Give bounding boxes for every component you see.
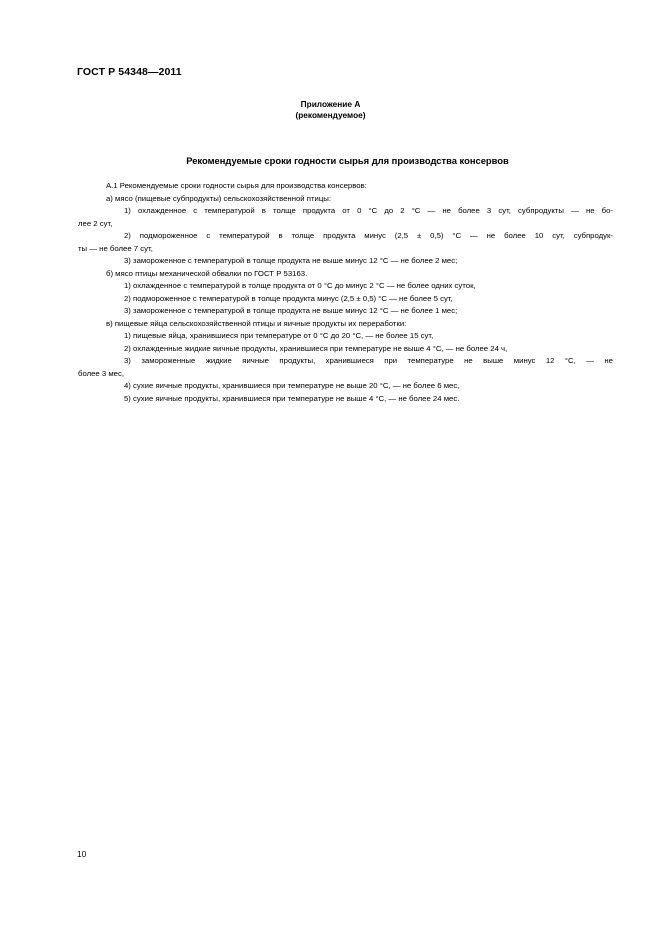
list-b-item3: 3) замороженное с температурой в толще продукта не выше минус 12 °С — не более 1 мес; — [124, 306, 458, 315]
list-b-item2: 2) подмороженное с температурой в толще продукта минус (2,5 ± 0,5) °С — не более 5 сут, — [124, 293, 453, 303]
list-c-item1: 1) пищевые яйца, хранившиеся при температуре от 0 °С до 20 °С, — не более 15 сут, — [124, 331, 434, 340]
list-c-item3-line1: 3) замороженные жидкие яичные продукты, хранившиеся при температуре не выше минус 12 °С, — не — [124, 356, 613, 365]
list-b-item1: 1) охлажденное с температурой в толще продукта от 0 °С до минус 2 °С — не более одних суток, — [124, 281, 476, 290]
list-a-item3: 3) замороженное с температурой в толще продукта не выше минус 12 °С — не более 2 мес; — [124, 256, 458, 265]
list-a-item2-line1: 2) подмороженное с температурой в толще продукта минус (2,5 ± 0,5) °С — не более 10 сут, субпродук- — [124, 231, 613, 240]
page-number: 10 — [77, 849, 87, 859]
annex-body — [78, 180, 613, 405]
list-c-item5: 5) сухие яичные продукты, хранившиеся при температуре не выше 4 °С, — не более 24 мес. — [124, 393, 460, 403]
list-c-item2: 2) охлажденные жидкие яичные продукты, хранившиеся при температуре не выше 4 °С, — не более 24 ч, — [124, 343, 508, 353]
list-a-item2-line2: ты — не более 7 сут, — [78, 243, 153, 253]
list-c-item3-line2: более 3 мес, — [78, 368, 125, 378]
list-c-item4: 4) сухие яичные продукты, хранившиеся при температуре не выше 20 °С, — не более 6 мес, — [124, 381, 460, 390]
clause-a1-intro: А.1 Рекомендуемые сроки годности сырья для производства консервов: — [106, 181, 367, 190]
annex-status: (рекомендуемое) — [295, 110, 366, 120]
list-c-heading: в) пищевые яйца сельскохозяйственной птицы и яичные продукты их переработки: — [106, 318, 407, 328]
document-header-id: ГОСТ Р 54348—2011 — [77, 66, 182, 78]
annex-title: Рекомендуемые сроки годности сырья для производства консервов — [186, 155, 509, 166]
list-a-heading: а) мясо (пищевые субпродукты) сельскохозяйственной птицы: — [106, 193, 332, 203]
annex-label: Приложение А — [300, 99, 361, 109]
list-a-item1-line2: лее 2 сут, — [78, 218, 113, 228]
annex-heading — [0, 99, 661, 121]
list-b-heading: б) мясо птицы механической обвалки по ГОСТ Р 53163. — [106, 268, 308, 278]
list-a-item1-line1: 1) охлажденное с температурой в толще продукта от 0 °С до 2 °С — не более 3 сут, субпродукты — не бо- — [124, 206, 613, 215]
